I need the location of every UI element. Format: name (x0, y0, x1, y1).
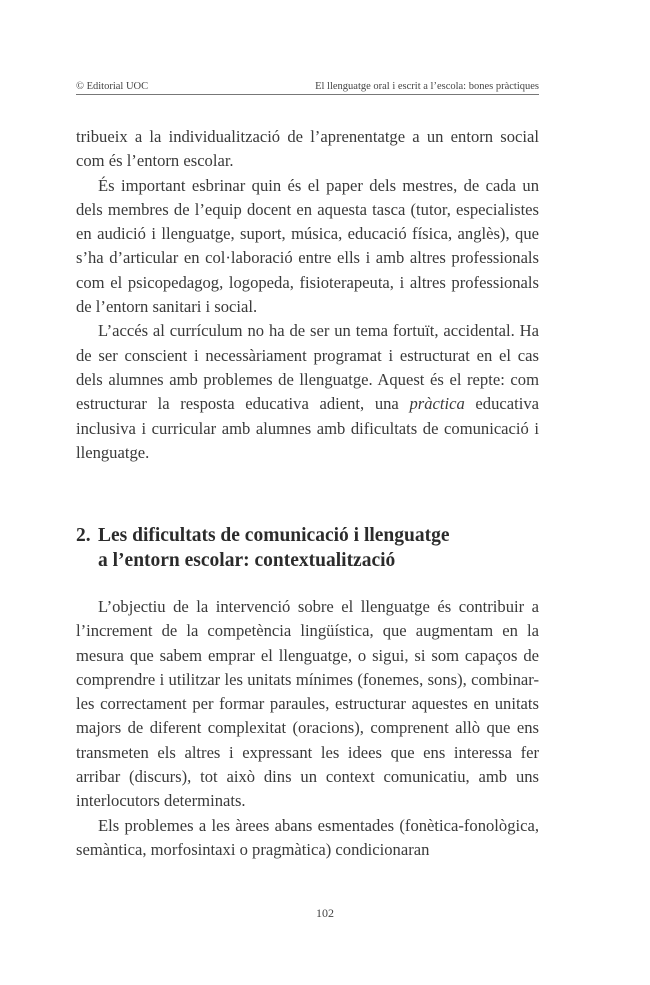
section-title-line-2: a l’entorn escolar: contextualització (98, 549, 396, 571)
body-text-top (76, 125, 539, 465)
paragraph-text: L’accés al currículum no ha de ser un tema fortuït, accidental. Ha de ser conscient i necessàriament programat i estructurat en el cas dels alumnes amb problemes de llenguatge. Aquest és el repte: com estructurar la resposta educativa adient, una (76, 321, 539, 414)
section-heading (76, 524, 539, 573)
header-book-title: El llenguatge oral i escrit a l’escola: bones pràctiques (315, 81, 539, 92)
paragraph: Els problemes a les àrees abans esmentades (fonètica-fonològica, semàntica, morfosintaxi o pragmàtica) condicionaran (76, 815, 539, 859)
page-number: 102 (316, 906, 334, 920)
emphasized-word: pràctica (409, 394, 465, 414)
section-number: 2. (76, 525, 91, 546)
paragraph: L’objectiu de la intervenció sobre el llenguatge és contribuir a l’increment de la competència lingüística, que augmentam en la mesura que sabem emprar el llenguatge, o sigui, si som capaços de comprendre i utilitzar les unitats mínimes (fonemes, sons), combinar-les correctament per formar paraules, estructurar aquestes en unitats majors de diferent complexitat (oracions), comprenent allò que ens transmeten els altres i expressant les idees que ens interessa fer arribar (discurs), tot això dins un context comunicatiu, amb uns interlocutors determinats. (76, 597, 539, 811)
paragraph: És important esbrinar quin és el paper dels mestres, de cada un dels membres de l’equip docent en aquesta tasca (tutor, especialistes en audició i llenguatge, suport, música, educació física, anglès), que s’ha d’articular en col·laboració entre ells i amb altres professionals com el psicopedagog, logopeda, fisioterapeuta, i altres professionals de l’entorn sanitari i social. (76, 175, 539, 317)
paragraph (76, 319, 539, 465)
header-publisher: © Editorial UOC (76, 81, 149, 92)
body-text-bottom (76, 595, 539, 862)
running-header (76, 81, 539, 95)
paragraph-text: educativa inclusiva i curricular amb alumnes amb dificultats de comunicació i llenguatge. (76, 394, 539, 462)
paragraph: tribueix a la individualització de l’aprenentatge a un entorn social com és l’entorn escolar. (76, 127, 539, 171)
heading-line-1 (76, 524, 539, 549)
section-title-line-1: Les dificultats de comunicació i llenguatge (98, 525, 450, 546)
